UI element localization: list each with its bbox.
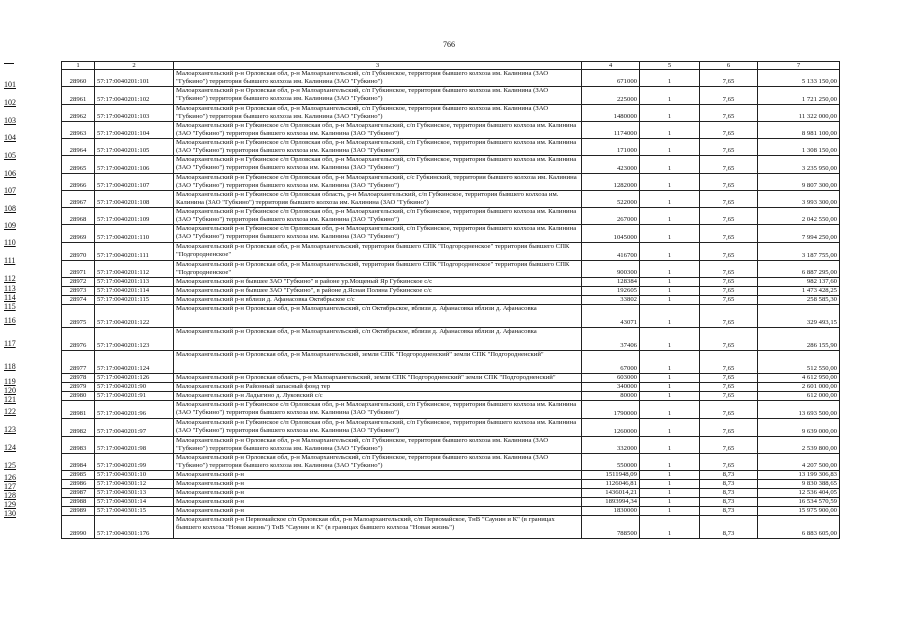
description-cell: Малоархангельский р-н Орловская обл, р-н Малоархангельский, с/п Губкинское, территория бывшего колхоза им. Калинина (ЗАО "Губкино") территория бывшего колхоза им. Калинина (ЗАО "Губкино")	[174, 87, 582, 105]
margin-mark: 112	[4, 274, 16, 283]
description-cell: Малоархангельский р-н	[174, 498, 582, 507]
total-cell: 1 473 428,25	[758, 287, 840, 296]
table-row	[62, 287, 840, 296]
cadastral-number-cell: 57:17:0040201:112	[95, 261, 174, 278]
table-row	[62, 374, 840, 383]
cadastral-number-cell: 57:17:0040201:122	[95, 305, 174, 328]
margin-mark: 113	[4, 284, 16, 293]
price-cell: 8,73	[700, 471, 758, 480]
margin-mark: 106	[4, 169, 16, 178]
quantity-cell: 1	[640, 489, 700, 498]
quantity-cell: 1	[640, 471, 700, 480]
price-cell: 7,65	[700, 383, 758, 392]
quantity-cell: 1	[640, 328, 700, 351]
total-cell: 2 042 550,00	[758, 208, 840, 225]
cadastral-number-cell: 57:17:0040201:102	[95, 87, 174, 105]
description-cell: Малоархангельский р-н Орловская обл, р-н Малоархангельский, с/п Губкинское, территория бывшего колхоза им. Калинина (ЗАО "Губкино") территория бывшего колхоза им. Калинина (ЗАО "Губкино")	[174, 70, 582, 87]
description-cell: Малоархангельский р-н Орловская обл, р-н Малоархангельский, с/п Губкинское, территория бывшего колхоза им. Калинина (ЗАО "Губкино") территория бывшего колхоза им. Калинина (ЗАО "Губкино")	[174, 454, 582, 471]
margin-mark: 130	[4, 509, 16, 518]
area-cell: 192605	[582, 287, 640, 296]
quantity-cell: 1	[640, 516, 700, 539]
total-cell: 5 133 150,00	[758, 70, 840, 87]
margin-mark: 101	[4, 80, 16, 89]
area-cell: 171000	[582, 139, 640, 156]
cadastral-number-cell: 57:17:0040201:110	[95, 225, 174, 243]
description-cell: Малоархангельский р-н Губкинское с/п Орловская обл, р-н Малоархангельский, с/п Губкинское, территория бывшего колхоза им. Калинина (ЗАО "Губкино") территория бывшего колхоза им. Калинина (ЗАО "Губкино")	[174, 401, 582, 419]
header-cell: 7	[758, 62, 840, 70]
quantity-cell: 1	[640, 261, 700, 278]
price-cell: 8,73	[700, 507, 758, 516]
table-row	[62, 225, 840, 243]
table-row	[62, 70, 840, 87]
area-cell: 80000	[582, 392, 640, 401]
description-cell: Малоархангельский р-н Губкинское с/п Орловская обл, р-н Малоархангельский, с/п Губкинское, территория бывшего колхоза им. Калинина (ЗАО "Губкино") территория бывшего колхоза им. Калинина (ЗАО "Губкино")	[174, 419, 582, 437]
quantity-cell: 1	[640, 139, 700, 156]
total-cell: 15 975 900,00	[758, 507, 840, 516]
margin-mark: 123	[4, 425, 16, 434]
cadastral-number-cell: 57:17:0040201:103	[95, 105, 174, 122]
price-cell: 7,65	[700, 261, 758, 278]
header-cell: 3	[174, 62, 582, 70]
price-cell: 7,65	[700, 191, 758, 208]
price-cell: 7,65	[700, 419, 758, 437]
description-cell: Малоархангельский р-н вблизи д. Афанасовка Октябрьское с/с	[174, 296, 582, 305]
price-cell: 7,65	[700, 287, 758, 296]
total-cell: 3 187 755,00	[758, 243, 840, 261]
price-cell: 7,65	[700, 225, 758, 243]
quantity-cell: 1	[640, 437, 700, 454]
cadastral-number-cell: 57:17:0040301:12	[95, 480, 174, 489]
row-number-cell: 28963	[62, 122, 95, 139]
total-cell: 6 883 605,00	[758, 516, 840, 539]
total-cell: 1 721 250,00	[758, 87, 840, 105]
row-number-cell: 28974	[62, 296, 95, 305]
price-cell: 8,73	[700, 489, 758, 498]
row-number-cell: 28960	[62, 70, 95, 87]
quantity-cell: 1	[640, 401, 700, 419]
area-cell: 603000	[582, 374, 640, 383]
quantity-cell: 1	[640, 243, 700, 261]
cadastral-number-cell: 57:17:0040201:107	[95, 174, 174, 191]
description-cell: Малоархангельский р-н Орловская обл, р-н Малоархангельский, с/п Губкинское, территория бывшего колхоза им. Калинина (ЗАО "Губкино") территория бывшего колхоза им. Калинина (ЗАО "Губкино")	[174, 105, 582, 122]
description-cell: Малоархангельский р-н бывшее ЗАО "Губкино", в районе д.Ясная Поляна Губкинское с/с	[174, 287, 582, 296]
quantity-cell: 1	[640, 480, 700, 489]
row-number-cell: 28986	[62, 480, 95, 489]
margin-mark: 111	[4, 256, 16, 265]
row-number-cell: 28971	[62, 261, 95, 278]
header-cell: 4	[582, 62, 640, 70]
margin-mark: 128	[4, 491, 16, 500]
cadastral-number-cell: 57:17:0040301:13	[95, 489, 174, 498]
header-cell: 6	[700, 62, 758, 70]
description-cell: Малоархангельский р-н	[174, 471, 582, 480]
description-cell: Малоархангельский р-н Губкинское с/п Орловская обл, р-н Малоархангельский, с/п Губкинское, территория бывшего колхоза им. Калинина (ЗАО "Губкино") территория бывшего колхоза им. Калинина (ЗАО "Губкино")	[174, 139, 582, 156]
description-cell: Малоархангельский р-н Губкинское с/п Орловская обл, р-н Малоархангельский, с/с Губкинский, территория бывшего колхоза им. Калинина (ЗАО "Губкино") территория бывшего колхоза им. Калинина (ЗАО "Губкино")	[174, 174, 582, 191]
total-cell: 2 539 800,00	[758, 437, 840, 454]
price-cell: 8,73	[700, 480, 758, 489]
cadastral-number-cell: 57:17:0040201:101	[95, 70, 174, 87]
price-cell: 7,65	[700, 437, 758, 454]
price-cell: 7,65	[700, 122, 758, 139]
table-row	[62, 437, 840, 454]
price-cell: 7,65	[700, 296, 758, 305]
price-cell: 7,65	[700, 328, 758, 351]
margin-mark: 117	[4, 339, 16, 348]
cadastral-number-cell: 57:17:0040201:90	[95, 383, 174, 392]
cadastral-number-cell: 57:17:0040201:114	[95, 287, 174, 296]
price-cell: 7,65	[700, 70, 758, 87]
table-row	[62, 191, 840, 208]
description-cell: Малоархангельский р-н Орловская обл, р-н Малоархангельский, с/п Губкинское, территория бывшего колхоза им. Калинина (ЗАО "Губкино") территория бывшего колхоза им. Калинина (ЗАО "Губкино")	[174, 437, 582, 454]
table-row	[62, 480, 840, 489]
table-row	[62, 174, 840, 191]
cadastral-number-cell: 57:17:0040201:124	[95, 351, 174, 374]
area-cell: 1436014,21	[582, 489, 640, 498]
row-number-cell: 28966	[62, 174, 95, 191]
table-row	[62, 208, 840, 225]
left-margin-column	[0, 0, 26, 640]
margin-mark: 124	[4, 443, 16, 452]
quantity-cell: 1	[640, 122, 700, 139]
description-cell: Малоархангельский р-н Губкинское с/п Орловская обл, р-н Малоархангельский, с/п Губкинское, территория бывшего колхоза им. Калинина (ЗАО "Губкино") территория бывшего колхоза им. Калинина (ЗАО "Губкино")	[174, 208, 582, 225]
margin-mark: 104	[4, 133, 16, 142]
row-number-cell: 28968	[62, 208, 95, 225]
cadastral-number-cell: 57:17:0040201:111	[95, 243, 174, 261]
area-cell: 900300	[582, 261, 640, 278]
table-row	[62, 401, 840, 419]
area-cell: 1511948,09	[582, 471, 640, 480]
table-row	[62, 328, 840, 351]
total-cell: 7 994 250,00	[758, 225, 840, 243]
table-row	[62, 383, 840, 392]
table-row	[62, 471, 840, 480]
total-cell: 2 601 000,00	[758, 383, 840, 392]
description-cell: Малоархангельский р-н Орловская обл, р-н Малоархангельский, территория бывшего СПК "Подгородненское" территория бывшего СПК "Подгородненское"	[174, 243, 582, 261]
margin-mark: 122	[4, 407, 16, 416]
quantity-cell: 1	[640, 383, 700, 392]
margin-mark: 105	[4, 151, 16, 160]
area-cell: 1045000	[582, 225, 640, 243]
table-row	[62, 243, 840, 261]
margin-mark: 108	[4, 204, 16, 213]
total-cell: 8 981 100,00	[758, 122, 840, 139]
row-number-cell: 28981	[62, 401, 95, 419]
row-number-cell: 28970	[62, 243, 95, 261]
description-cell: Малоархангельский р-н Ладыгино д. Луковский с/с	[174, 392, 582, 401]
quantity-cell: 1	[640, 174, 700, 191]
description-cell: Малоархангельский р-н Губкинское с/п Орловская обл, р-н Малоархангельский, с/п Губкинское, территория бывшего колхоза им. Калинина (ЗАО "Губкино") территория бывшего колхоза им. Калинина (ЗАО "Губкино")	[174, 156, 582, 174]
margin-mark: 109	[4, 221, 16, 230]
area-cell: 1830000	[582, 507, 640, 516]
area-cell: 267000	[582, 208, 640, 225]
cadastral-number-cell: 57:17:0040301:10	[95, 471, 174, 480]
total-cell: 13 693 500,00	[758, 401, 840, 419]
description-cell: Малоархангельский р-н Губкинское с/п Орловская обл, р-н Малоархангельский, с/п Губкинское, территория бывшего колхоза им. Калинина (ЗАО "Губкино") территория бывшего колхоза им. Калинина (ЗАО "Губкино")	[174, 122, 582, 139]
quantity-cell: 1	[640, 419, 700, 437]
quantity-cell: 1	[640, 287, 700, 296]
cadastral-number-cell: 57:17:0040201:109	[95, 208, 174, 225]
margin-mark: 118	[4, 362, 16, 371]
area-cell: 1790000	[582, 401, 640, 419]
table-row	[62, 351, 840, 374]
table-row	[62, 122, 840, 139]
cadastral-number-cell: 57:17:0040301:15	[95, 507, 174, 516]
description-cell: Малоархангельский р-н Первомайское с/п Орловская обл, р-н Малоархангельский, с/п Первомайское, ТнВ "Саунин и К" (в границах бывшего колхоза "Новая жизнь") ТнВ "Саунин и К" (в границах бывшего колхоза "Новая жизнь")	[174, 516, 582, 539]
total-cell: 9 639 000,00	[758, 419, 840, 437]
margin-mark: 129	[4, 500, 16, 509]
area-cell: 67000	[582, 351, 640, 374]
cadastral-number-cell: 57:17:0040201:91	[95, 392, 174, 401]
cadastral-number-cell: 57:17:0040201:97	[95, 419, 174, 437]
total-cell: 9 807 300,00	[758, 174, 840, 191]
price-cell: 7,65	[700, 278, 758, 287]
table-row	[62, 87, 840, 105]
description-cell: Малоархангельский р-н Орловская обл, р-н Малоархангельский, с/п Октябрьское, вблизи д. Афанасовка вблизи д. Афанасовка	[174, 305, 582, 328]
area-cell: 1480000	[582, 105, 640, 122]
row-number-cell: 28972	[62, 278, 95, 287]
total-cell: 6 887 295,00	[758, 261, 840, 278]
table-row	[62, 296, 840, 305]
price-cell: 7,65	[700, 401, 758, 419]
row-number-cell: 28989	[62, 507, 95, 516]
cadastral-number-cell: 57:17:0040201:96	[95, 401, 174, 419]
description-cell: Малоархангельский р-н	[174, 480, 582, 489]
row-number-cell: 28988	[62, 498, 95, 507]
margin-mark-line	[4, 63, 14, 64]
total-cell: 512 550,00	[758, 351, 840, 374]
page-number: 766	[443, 40, 455, 49]
row-number-cell: 28977	[62, 351, 95, 374]
margin-mark: 120	[4, 386, 16, 395]
area-cell: 671000	[582, 70, 640, 87]
table-row	[62, 278, 840, 287]
description-cell: Малоархангельский р-н Губкинское с/п Орловская обл, р-н Малоархангельский, с/п Губкинское, территория бывшего колхоза им. Калинина (ЗАО "Губкино") территория бывшего колхоза им. Калинина (ЗАО "Губкино")	[174, 225, 582, 243]
area-cell: 423000	[582, 156, 640, 174]
row-number-cell: 28987	[62, 489, 95, 498]
area-cell: 340000	[582, 383, 640, 392]
description-cell: Малоархангельский р-н бывшее ЗАО "Губкино" в районе ур.Мощеный Яр Губкинское с/с	[174, 278, 582, 287]
description-cell: Малоархангельский р-н Орловская обл, р-н Малоархангельский, земли СПК "Подгородненский" земли СПК "Подгородненский"	[174, 351, 582, 374]
margin-mark: 119	[4, 377, 16, 386]
table-row	[62, 454, 840, 471]
row-number-cell: 28979	[62, 383, 95, 392]
total-cell: 258 585,30	[758, 296, 840, 305]
price-cell: 8,73	[700, 516, 758, 539]
description-cell: Малоархангельский р-н	[174, 489, 582, 498]
margin-mark: 103	[4, 116, 16, 125]
row-number-cell: 28982	[62, 419, 95, 437]
margin-mark: 116	[4, 316, 16, 325]
price-cell: 7,65	[700, 105, 758, 122]
total-cell: 329 493,15	[758, 305, 840, 328]
row-number-cell: 28985	[62, 471, 95, 480]
row-number-cell: 28964	[62, 139, 95, 156]
row-number-cell: 28969	[62, 225, 95, 243]
table-row	[62, 156, 840, 174]
cadastral-number-cell: 57:17:0040201:108	[95, 191, 174, 208]
total-cell: 13 199 306,83	[758, 471, 840, 480]
table-row	[62, 105, 840, 122]
description-cell: Малоархангельский р-н Губкинское с/п Орловская область, р-н Малоархангельский, с/п Губкинское, территория бывшего колхоза им. Калинина (ЗАО "Губкино") территория бывшего колхоза им. Калинина (ЗАО "Губкино")	[174, 191, 582, 208]
quantity-cell: 1	[640, 278, 700, 287]
table-row	[62, 498, 840, 507]
quantity-cell: 1	[640, 208, 700, 225]
quantity-cell: 1	[640, 454, 700, 471]
margin-mark: 110	[4, 238, 16, 247]
margin-mark: 107	[4, 186, 16, 195]
price-cell: 7,65	[700, 305, 758, 328]
quantity-cell: 1	[640, 296, 700, 305]
area-cell: 1174000	[582, 122, 640, 139]
row-number-cell: 28983	[62, 437, 95, 454]
area-cell: 128384	[582, 278, 640, 287]
margin-mark: 114	[4, 293, 16, 302]
description-cell: Малоархангельский р-н Районный запасный фонд тер	[174, 383, 582, 392]
area-cell: 332000	[582, 437, 640, 454]
row-number-cell: 28990	[62, 516, 95, 539]
area-cell: 1893994,34	[582, 498, 640, 507]
table-row	[62, 419, 840, 437]
table-row	[62, 139, 840, 156]
area-cell: 788500	[582, 516, 640, 539]
table-row	[62, 261, 840, 278]
quantity-cell: 1	[640, 351, 700, 374]
price-cell: 7,65	[700, 208, 758, 225]
total-cell: 11 322 000,00	[758, 105, 840, 122]
price-cell: 7,65	[700, 139, 758, 156]
table-row	[62, 489, 840, 498]
price-cell: 7,65	[700, 374, 758, 383]
total-cell: 9 830 388,65	[758, 480, 840, 489]
row-number-cell: 28973	[62, 287, 95, 296]
area-cell: 43071	[582, 305, 640, 328]
cadastral-number-cell: 57:17:0040201:98	[95, 437, 174, 454]
row-number-cell: 28967	[62, 191, 95, 208]
area-cell: 522000	[582, 191, 640, 208]
description-cell: Малоархангельский р-н Орловская обл, р-н Малоархангельский, территория бывшего СПК "Подгородненское" территория бывшего СПК "Подгородненское"	[174, 261, 582, 278]
row-number-cell: 28962	[62, 105, 95, 122]
description-cell: Малоархангельский р-н	[174, 507, 582, 516]
area-cell: 1126046,81	[582, 480, 640, 489]
area-cell: 1260000	[582, 419, 640, 437]
price-cell: 8,73	[700, 498, 758, 507]
table-row	[62, 507, 840, 516]
area-cell: 550000	[582, 454, 640, 471]
area-cell: 33802	[582, 296, 640, 305]
margin-mark: 127	[4, 482, 16, 491]
total-cell: 3 993 300,00	[758, 191, 840, 208]
quantity-cell: 1	[640, 87, 700, 105]
total-cell: 982 137,60	[758, 278, 840, 287]
price-cell: 7,65	[700, 87, 758, 105]
description-cell: Малоархангельский р-н Орловская обл, р-н Малоархангельский, с/п Октябрьское, вблизи д. Афанасовка вблизи д. Афанасовка	[174, 328, 582, 351]
cadastral-number-cell: 57:17:0040201:99	[95, 454, 174, 471]
row-number-cell: 28975	[62, 305, 95, 328]
total-cell: 3 235 950,00	[758, 156, 840, 174]
header-cell: 2	[95, 62, 174, 70]
cadastral-number-cell: 57:17:0040201:123	[95, 328, 174, 351]
total-cell: 16 534 570,59	[758, 498, 840, 507]
total-cell: 1 308 150,00	[758, 139, 840, 156]
quantity-cell: 1	[640, 225, 700, 243]
cadastral-number-cell: 57:17:0040201:126	[95, 374, 174, 383]
quantity-cell: 1	[640, 498, 700, 507]
row-number-cell: 28965	[62, 156, 95, 174]
description-cell: Малоархангельский р-н Орловская область, р-н Малоархангельский, земли СПК "Подгородненский" земли СПК "Подгородненский"	[174, 374, 582, 383]
total-cell: 4 207 500,00	[758, 454, 840, 471]
price-cell: 7,65	[700, 156, 758, 174]
margin-mark: 121	[4, 395, 16, 404]
cadastral-number-cell: 57:17:0040201:115	[95, 296, 174, 305]
margin-mark: 126	[4, 473, 16, 482]
area-cell: 1282000	[582, 174, 640, 191]
total-cell: 286 155,90	[758, 328, 840, 351]
cadastral-number-cell: 57:17:0040201:104	[95, 122, 174, 139]
total-cell: 4 612 950,00	[758, 374, 840, 383]
quantity-cell: 1	[640, 507, 700, 516]
quantity-cell: 1	[640, 105, 700, 122]
area-cell: 37406	[582, 328, 640, 351]
quantity-cell: 1	[640, 305, 700, 328]
row-number-cell: 28980	[62, 392, 95, 401]
total-cell: 612 000,00	[758, 392, 840, 401]
table-row	[62, 392, 840, 401]
area-cell: 416700	[582, 243, 640, 261]
cadastral-number-cell: 57:17:0040301:14	[95, 498, 174, 507]
margin-mark: 125	[4, 461, 16, 470]
total-cell: 12 536 404,05	[758, 489, 840, 498]
header-row	[62, 62, 840, 70]
cadastral-number-cell: 57:17:0040201:106	[95, 156, 174, 174]
area-cell: 225000	[582, 87, 640, 105]
table-row	[62, 516, 840, 539]
price-cell: 7,65	[700, 174, 758, 191]
quantity-cell: 1	[640, 392, 700, 401]
cadastral-number-cell: 57:17:0040201:113	[95, 278, 174, 287]
quantity-cell: 1	[640, 374, 700, 383]
price-cell: 7,65	[700, 351, 758, 374]
table-row	[62, 305, 840, 328]
quantity-cell: 1	[640, 191, 700, 208]
price-cell: 7,65	[700, 243, 758, 261]
quantity-cell: 1	[640, 156, 700, 174]
row-number-cell: 28961	[62, 87, 95, 105]
price-cell: 7,65	[700, 392, 758, 401]
margin-mark: 115	[4, 302, 16, 311]
cadastral-number-cell: 57:17:0040201:105	[95, 139, 174, 156]
margin-mark: 102	[4, 98, 16, 107]
header-cell: 1	[62, 62, 95, 70]
quantity-cell: 1	[640, 70, 700, 87]
row-number-cell: 28978	[62, 374, 95, 383]
row-number-cell: 28976	[62, 328, 95, 351]
price-cell: 7,65	[700, 454, 758, 471]
row-number-cell: 28984	[62, 454, 95, 471]
cadastral-number-cell: 57:17:0040301:176	[95, 516, 174, 539]
header-cell: 5	[640, 62, 700, 70]
land-plots-table	[61, 61, 840, 539]
